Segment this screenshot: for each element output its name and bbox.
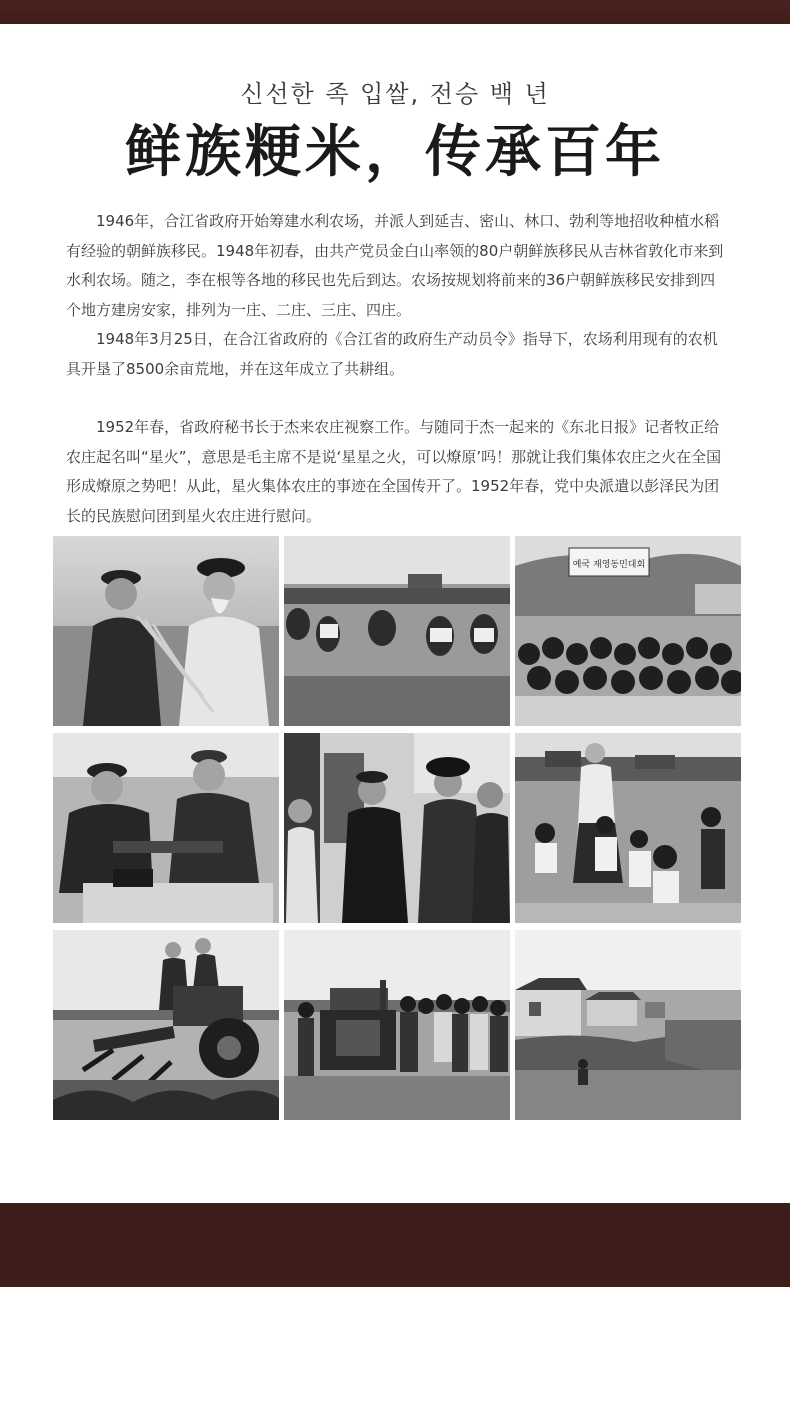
men-with-machine-photo [53,733,279,923]
children-in-village-photo [515,733,741,923]
field-workers-bending-photo [284,536,510,726]
crowd-at-tractor-photo [284,930,510,1120]
article-paragraph-3: 1952年春，省政府秘书长于杰来农庄视察工作。与随同于杰一起来的《东北日报》记者牧正给农庄起名叫“星火”，意思是毛主席不是说‘星星之火，可以燎原’吗！那就让我们集体农庄之火在全国形成燎原之势吧！从此，星火集体农庄的事迹在全国传开了。1952年春，党中央派遣以彭泽民为团长的民族慰问团到星火农庄进行慰问。 [66,418,722,525]
bottom-decorative-band [0,1203,790,1287]
officials-visiting-photo [284,733,510,923]
historical-photo-grid [53,536,741,1121]
korean-subtitle: 신선한 족 입쌀, 전승 백 년 [240,80,550,108]
top-decorative-band [0,0,790,24]
article-paragraph-1: 1946年，合江省政府开始筹建水利农场，并派人到延吉、密山、林口、勃利等地招收种植水稻有经验的朝鲜族移民。1948年初春，由共产党员金白山率领的80户朝鲜族移民从吉林省敦化市来到水利农场。随之，李在根等各地的移民也先后到达。农场按规划将前来的36户朝鲜族移民安排到四个地方建房安家，排列为一庄、二庄、三庄、四庄。 [66,212,724,319]
paragraph-spacer [66,384,728,413]
article-paragraph-2: 1948年3月25日，在合江省政府的《合江省的政府生产动员令》指导下，农场利用现有的农机具开垦了8500余亩荒地，并在这年成立了共耕组。 [66,330,718,378]
page-title: 鲜族粳米，传承百年 [125,119,665,185]
village-houses-photo [515,930,741,1120]
article-body [66,207,728,531]
village-assembly-photo [515,536,741,726]
two-farmers-holding-rice-photo [53,536,279,726]
assembly-banner-text: 예국 재영동민대회 [572,560,646,570]
tractor-plowing-photo [53,930,279,1120]
